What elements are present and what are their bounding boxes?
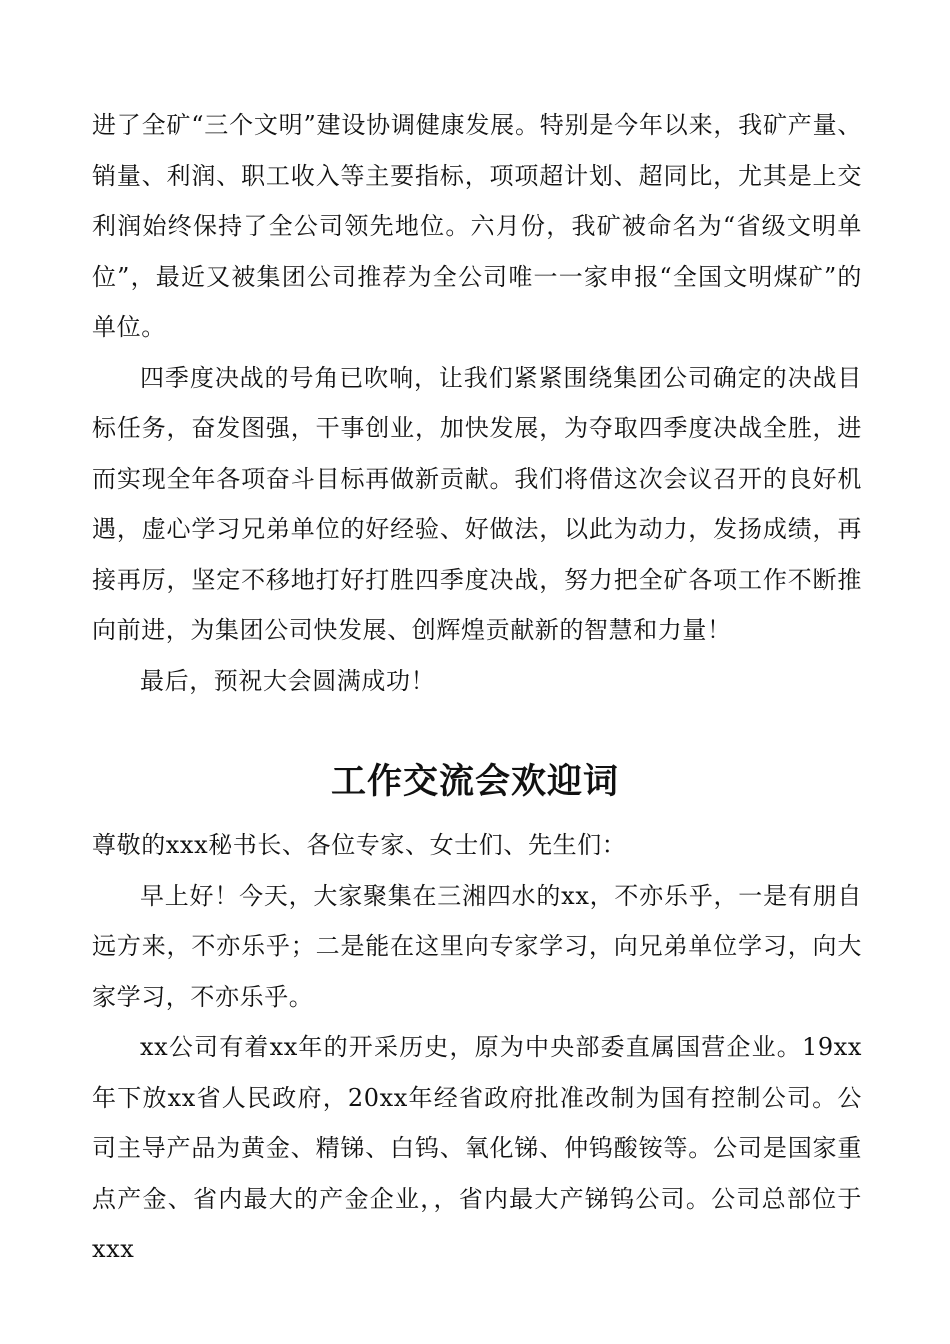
paragraph-greeting: 早上好！今天，大家聚集在三湘四水的xx，不亦乐乎，一是有朋自远方来，不亦乐乎；二是能在这里向专家学习，向兄弟单位学习，向大家学习，不亦乐乎。: [92, 881, 862, 1011]
previous-speech-body: [92, 100, 862, 706]
welcome-speech-body: [92, 820, 862, 1275]
paragraph-fourth-quarter: 四季度决战的号角已吹响，让我们紧紧围绕集团公司确定的决战目标任务，奋发图强，干事创业，加快发展，为夺取四季度决战全胜，进而实现全年各项奋斗目标再做新贡献。我们将借这次会议召开的良好机遇，虚心学习兄弟单位的好经验、好做法，以此为动力，发扬成绩，再接再厉，坚定不移地打好打胜四季度决战，努力把全矿各项工作不断推向前进，为集团公司快发展、创辉煌贡献新的智慧和力量！: [92, 363, 862, 644]
paragraph-company-intro: xx公司有着xx年的开采历史，原为中央部委直属国营企业。19xx年下放xx省人民政府，20xx年经省政府批准改制为国有控制公司。公司主导产品为黄金、精锑、白钨、氧化锑、仲钨酸铵等。公司是国家重点产金、省内最大的产金企业，，省内最大产锑钨公司。公司总部位于xxx: [92, 1033, 862, 1263]
salutation: 尊敬的xxx秘书长、各位专家、女士们、先生们：: [92, 831, 627, 859]
continued-paragraph: 进了全矿“三个文明”建设协调健康发展。特别是今年以来，我矿产量、销量、利润、职工收入等主要指标，项项超计划、超同比，尤其是上交利润始终保持了全公司领先地位。六月份，我矿被命名为“省级文明单位”，最近又被集团公司推荐为全公司唯一一家申报“全国文明煤矿”的单位。: [92, 111, 862, 341]
paragraph-closing-wish: 最后，预祝大会圆满成功！: [140, 666, 436, 695]
speech-title: 工作交流会欢迎词: [330, 762, 619, 802]
